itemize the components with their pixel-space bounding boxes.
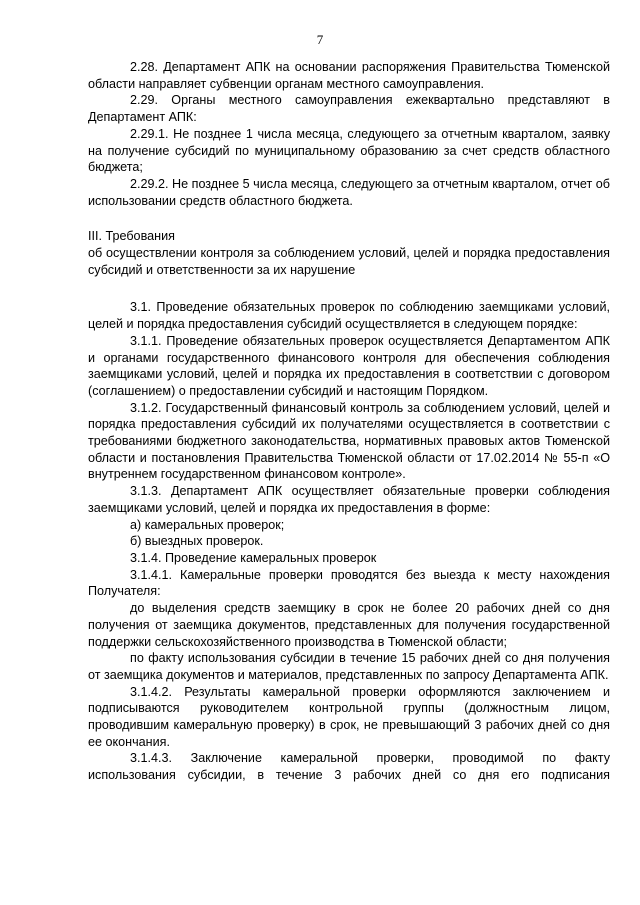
paragraph-2-29-2: 2.29.2. Не позднее 5 числа месяца, следующего за отчетным кварталом, отчет об использовании средств областного бюджета. (88, 176, 610, 208)
paragraph-2-29: 2.29. Органы местного самоуправления ежеквартально представляют в Департамент АПК: (88, 93, 610, 125)
paragraph-before-allocation: до выделения средств заемщику в срок не более 20 рабочих дней со дня получения от заемщика документов, представленных для получения государственной поддержки сельскохозяйственного производства в Тюменской области; (88, 601, 610, 649)
spacer (88, 278, 610, 299)
paragraph-3-1-2: 3.1.2. Государственный финансовый контроль за соблюдением условий, целей и порядка предоставления субсидий их получателями осуществляется в соответствии с требованиями бюджетного законодательства, нормативных правовых актов Тюменской области и постановления Правительства Тюменской области от 17.02.2014 № 55-п «О внутреннем государственном финансовом контроле». (88, 400, 610, 482)
paragraph-3-1-3: 3.1.3. Департамент АПК осуществляет обязательные проверки соблюдения заемщиками условий, целей и порядка их предоставления в форме: (88, 484, 610, 515)
list-item-b: б) выездных проверок. (130, 534, 264, 549)
section-title: об осуществлении контроля за соблюдением условий, целей и порядка предоставления субсидий и ответственности за их нарушение (88, 246, 610, 277)
paragraph-3-1-4-1: 3.1.4.1. Камеральные проверки проводятся без выезда к месту нахождения Получателя: (88, 567, 610, 599)
section-number: III. Требования (88, 229, 175, 244)
page-number: 7 (316, 32, 324, 47)
paragraph-2-28: 2.28. Департамент АПК на основании распоряжения Правительства Тюменской области направляет субвенции органам местного самоуправления. (88, 60, 610, 91)
paragraph-3-1-4-3: 3.1.4.3. Заключение камеральной проверки, проводимой по факту использования субсидии, в течение 3 рабочих дней со дня его подписания (88, 751, 610, 783)
paragraph-after-use: по факту использования субсидии в течение 15 рабочих дней со дня получения от заемщика документов и материалов, представленных по запросу Департамента АПК. (88, 651, 610, 682)
list-item-a: а) камеральных проверок; (130, 517, 285, 532)
paragraph-3-1-1: 3.1.1. Проведение обязательных проверок осуществляется Департаментом АПК и органами государственного финансового контроля для обеспечения соблюдения заемщиками условий, целей и порядка их предоставления в соответствии с договором (соглашением) о предоставлении субсидий и настоящим Порядком. (88, 333, 610, 398)
paragraph-3-1-4: 3.1.4. Проведение камеральных проверок (130, 550, 377, 565)
document-body (88, 59, 610, 784)
spacer (88, 209, 610, 228)
paragraph-2-29-1: 2.29.1. Не позднее 1 числа месяца, следующего за отчетным кварталом, заявку на получение субсидий по муниципальному образованию за счет средств областного бюджета; (88, 126, 610, 175)
paragraph-3-1-4-2: 3.1.4.2. Результаты камеральной проверки оформляются заключением и подписываются руководителем контрольной группы (должностным лицом, проводившим камеральную проверку) в срок, не превышающий 3 рабочих дней со дня ее окончания. (88, 684, 610, 749)
paragraph-3-1: 3.1. Проведение обязательных проверок по соблюдению заемщиками условий, целей и порядка предоставления субсидий осуществляется в следующем порядке: (88, 300, 610, 332)
